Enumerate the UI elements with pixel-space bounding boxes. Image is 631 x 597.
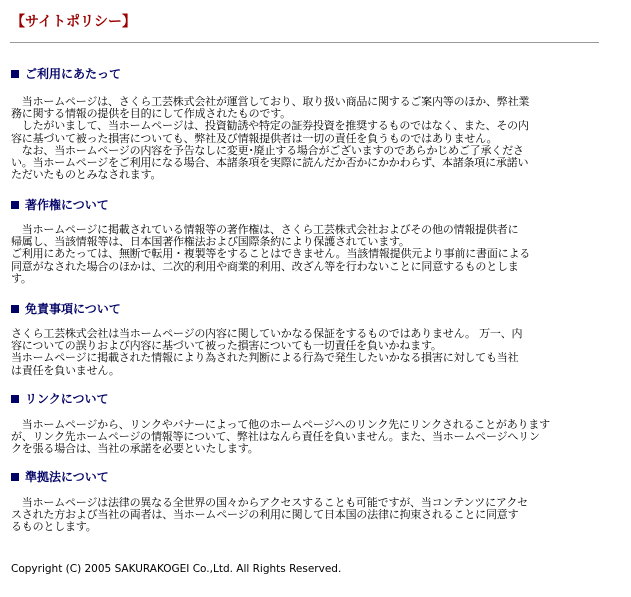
section-heading-label: 著作権について [25, 198, 109, 212]
section-heading-governing-law [11, 470, 109, 484]
text-line: スされた方および当社の両者は、当ホームページの利用に関して日本国の法律に拘束されることに同意す [11, 509, 519, 522]
text-line: なお、当ホームページの内容を予告なしに変更･廃止する場合がございますのであらかじめご了承くださ [11, 144, 524, 157]
text-line: す。 [11, 272, 32, 285]
section-body-governing-law [11, 497, 591, 534]
section-body-usage [11, 96, 591, 181]
section-heading-usage [11, 67, 121, 81]
section-body-copyright [11, 224, 591, 285]
text-line: 当ホームページは、さくら工芸株式会社が運営しており、取り扱い商品に関するご案内等のほか、弊社業 [11, 96, 530, 108]
section-heading-label: 免責事項について [25, 302, 121, 316]
square-bullet-icon [11, 395, 19, 403]
copyright-notice: Copyright (C) 2005 SAKURAKOGEI Co.,Ltd. All Rights Reserved. [11, 563, 342, 575]
text-line: るものとします。 [11, 521, 97, 534]
text-line: 当ホームページに掲載された情報により為された判断による行為で発生したいかなる損害に対しても当社 [11, 352, 519, 365]
section-heading-disclaimer [11, 302, 121, 316]
section-body-disclaimer [11, 328, 591, 377]
square-bullet-icon [11, 70, 19, 78]
section-heading-label: リンクについて [25, 392, 109, 406]
text-line: ご利用にあたっては、無断で転用・複製等をすることはできません。当該情報提供元より事前に書面による [11, 248, 531, 261]
text-line: ただいたものとみなされます。 [11, 169, 162, 182]
page-title: 【サイトポリシー】 [11, 14, 137, 30]
text-line: したがいまして、当ホームページは、投資勧誘や特定の証券投資を推奨するものではなく、また、その内 [11, 120, 529, 133]
text-line: 務に関する情報の提供を目的にして作成されたものです。 [11, 108, 291, 121]
square-bullet-icon [11, 473, 19, 481]
section-heading-copyright [11, 198, 109, 212]
section-heading-links [11, 392, 109, 406]
square-bullet-icon [11, 305, 19, 313]
section-heading-label: ご利用にあたって [25, 67, 122, 81]
text-line: 当ホームページから、リンクやバナーによって他のホームページへのリンク先にリンクされることがあります [11, 419, 550, 431]
text-line: 当ホームページに掲載されている情報等の著作権は、さくら工芸株式会社およびその他の情報提供者に [11, 224, 519, 236]
square-bullet-icon [11, 201, 19, 209]
text-line: 帰属し、当該情報等は、日本国著作権法および国際条約により保護されています。 [11, 236, 410, 249]
text-line: い。当ホームページをご利用になる場合、本諸条項を実際に読んだか否かにかかわらず、本諸条項に承諾い [11, 157, 529, 170]
text-line: 容に基づいて被った損害についても、弊社及び情報提供者は一切の責任を負うものではありません。 [11, 132, 498, 145]
title-divider [10, 42, 599, 43]
section-body-links [11, 419, 591, 456]
text-line: 容についての誤りおよび内容に基づいて被った損害についても一切責任を負いかねます。 [11, 340, 442, 353]
text-line: が、リンク先ホームページの情報等について、弊社はなんら責任を負いません。また、当ホームページへリン [11, 431, 540, 444]
text-line: 当ホームページは法律の異なる全世界の国々からアクセスすることも可能ですが、当コンテンツにアクセ [11, 497, 528, 509]
section-heading-label: 準拠法について [25, 470, 109, 484]
text-line: 同意がなされた場合のほかは、二次的利用や商業的利用、改ざん等を行わないことに同意するものとしま [11, 260, 519, 273]
text-line: は責任を負いません。 [11, 364, 120, 377]
text-line: さくら工芸株式会社は当ホームページの内容に関していかなる保証をするものではありません。 万一、内 [11, 328, 523, 340]
text-line: クを張る場合は、当社の承諾を必要といたします。 [11, 443, 259, 456]
